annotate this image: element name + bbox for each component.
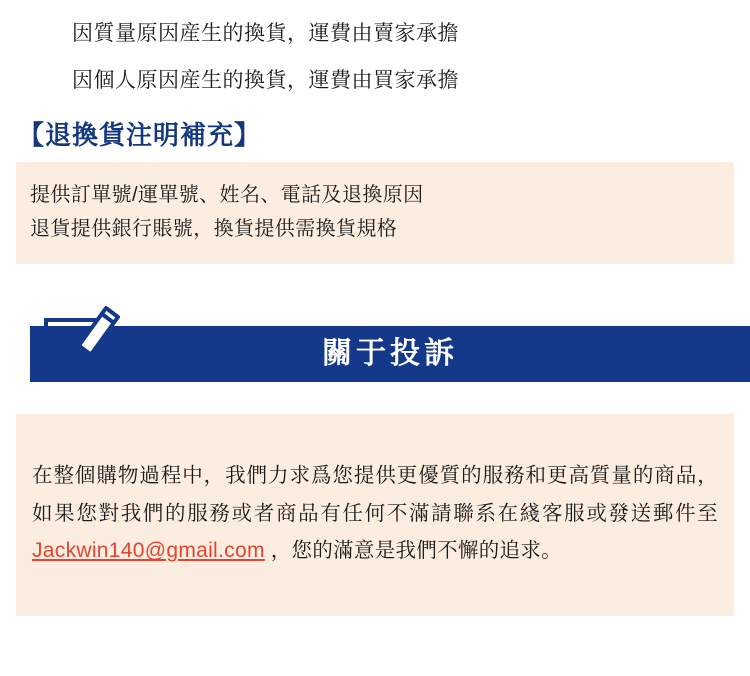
complaint-paragraph <box>32 457 718 572</box>
notes-block <box>16 162 734 264</box>
return-policy-lines <box>0 0 750 97</box>
pencil-write-icon <box>36 294 122 380</box>
note-line: 提供訂單號/運單號、姓名、電話及退換原因 <box>30 184 424 207</box>
policy-line: 因個人原因産生的換貨，運費由買家承擔 <box>72 68 459 92</box>
complaint-text-after-email: ，您的滿意是我們不懈的追求。 <box>264 539 562 563</box>
notes-heading: 【退換貨注明補充】 <box>18 120 262 151</box>
complaint-text-before-email: 在整個購物過程中，我們力求爲您提供更優質的服務和更高質量的商品，如果您對我們的服務或者商品有任何不滿請聯系在綫客服或發送郵件至 <box>32 463 718 525</box>
note-line: 退貨提供銀行賬號，換貨提供需換貨規格 <box>30 218 398 241</box>
support-email-link[interactable]: Jackwin140@gmail.com <box>32 539 265 563</box>
complaint-banner <box>0 326 750 382</box>
banner-title: 關于投訴 <box>322 337 458 371</box>
policy-line: 因質量原因産生的換貨，運費由賣家承擔 <box>72 22 459 45</box>
complaint-text-block <box>16 414 734 616</box>
